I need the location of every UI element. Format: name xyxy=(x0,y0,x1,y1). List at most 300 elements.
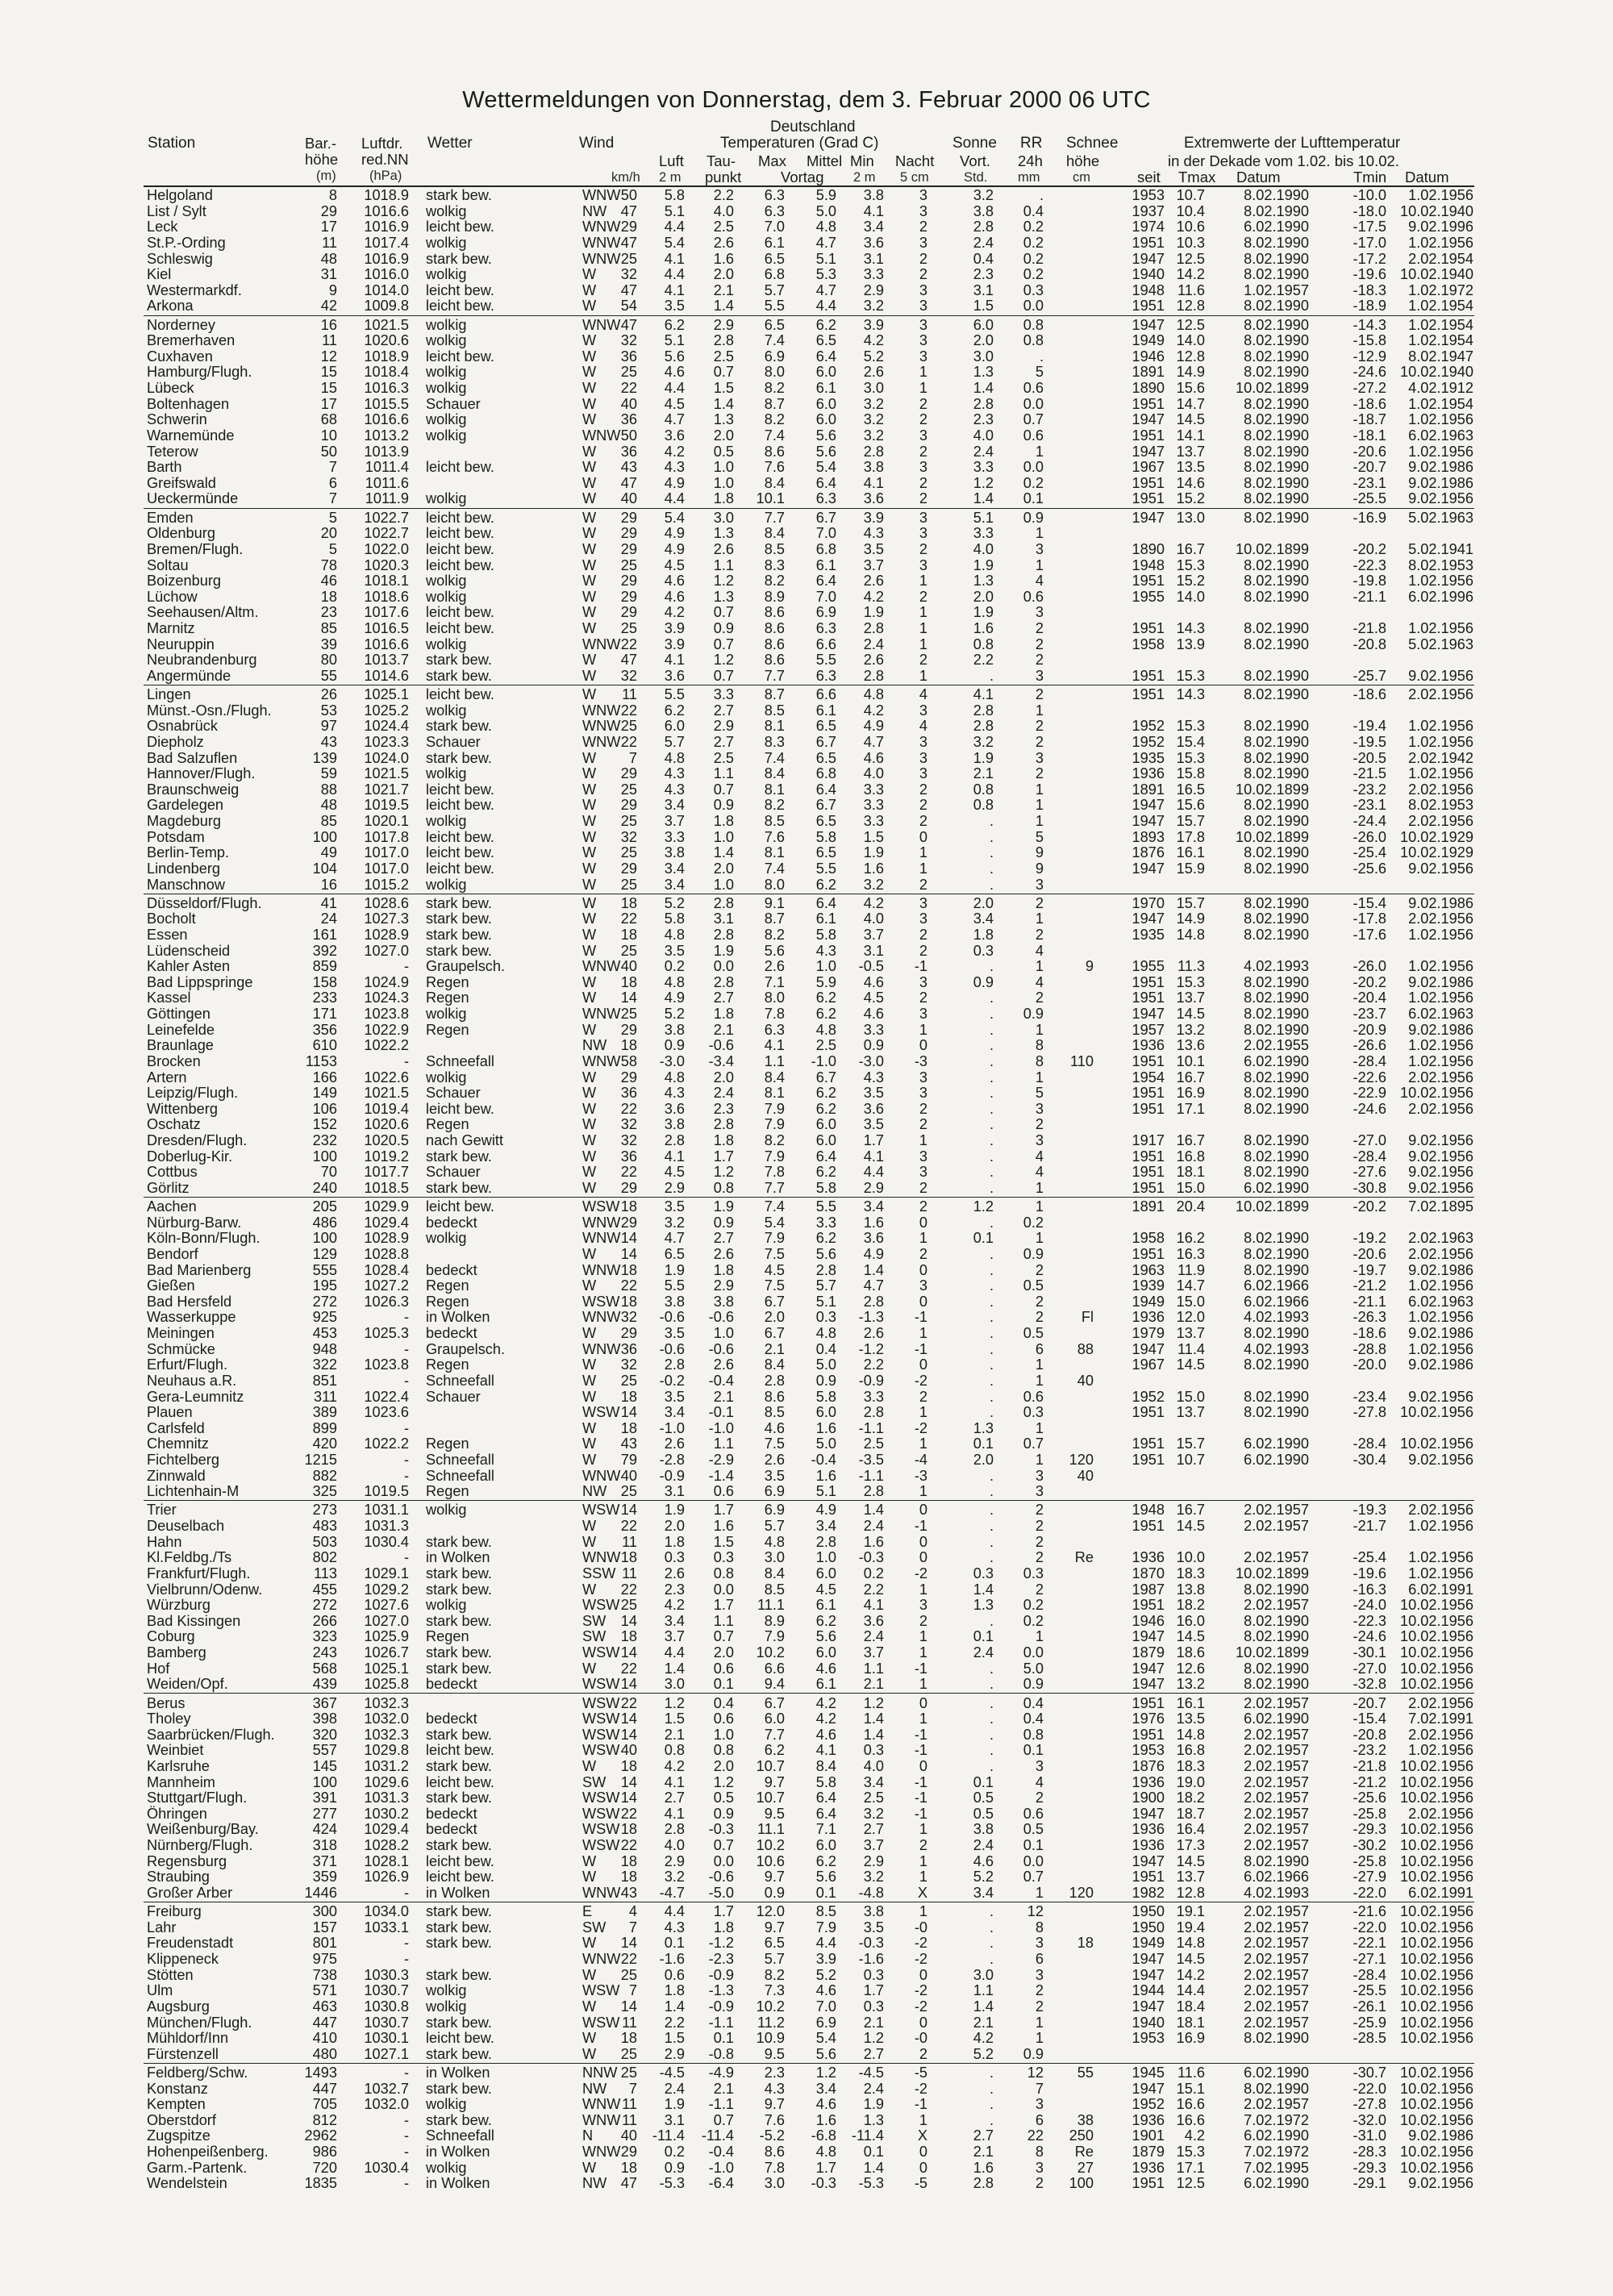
cell-tmin-extrem: -21.6 xyxy=(1353,1903,1386,1920)
table-row xyxy=(0,1023,1613,1039)
cell-taupunkt: 0.4 xyxy=(713,1694,734,1711)
cell-hoehe: 166 xyxy=(312,1069,337,1085)
cell-wetter: Schneefall xyxy=(426,1052,494,1069)
cell-rr: 0.6 xyxy=(1023,588,1044,605)
cell-tmittel: 5.4 xyxy=(815,2030,836,2047)
cell-tmin: 3.8 xyxy=(863,1903,884,1920)
cell-tmin: 3.5 xyxy=(863,1085,884,1102)
cell-tmittel: 7.0 xyxy=(815,1998,836,2015)
cell-datum-min: 1.02.1954 xyxy=(1408,316,1473,333)
cell-sonne: 1.3 xyxy=(973,1419,994,1436)
cell-tnacht: -1 xyxy=(914,958,927,975)
cell-wind-dir: W xyxy=(582,942,597,959)
cell-datum-min: 9.02.1956 xyxy=(1408,860,1473,877)
cell-temp-luft: 2.3 xyxy=(664,1581,685,1598)
cell-wind-speed: 22 xyxy=(620,1837,637,1854)
cell-seit: 1936 xyxy=(1132,1773,1165,1790)
cell-sonne: . xyxy=(989,844,994,861)
cell-temp-luft: 4.5 xyxy=(664,395,685,412)
cell-tmax-extrem: 17.8 xyxy=(1176,828,1205,845)
cell-wind-dir: W xyxy=(582,266,597,283)
cell-wind-speed: 43 xyxy=(620,459,637,476)
cell-wind-dir: E xyxy=(582,1903,593,1920)
cell-tmin-extrem: -27.6 xyxy=(1353,1164,1386,1181)
table-row xyxy=(0,814,1613,830)
cell-tmax-extrem: 16.9 xyxy=(1176,1085,1205,1102)
cell-hoehe: 367 xyxy=(312,1694,337,1711)
cell-taupunkt: 2.6 xyxy=(713,1356,734,1373)
cell-seit: 1982 xyxy=(1132,1884,1165,1901)
table-row xyxy=(0,652,1613,669)
cell-luftdruck: 1014.0 xyxy=(364,281,409,298)
cell-tmax-vortag: 7.7 xyxy=(764,667,785,684)
cell-tmax-extrem: 15.1 xyxy=(1176,2080,1205,2097)
cell-hoehe: 43 xyxy=(320,733,337,750)
cell-tmittel: 6.2 xyxy=(815,1164,836,1181)
cell-taupunkt: 1.2 xyxy=(713,652,734,669)
cell-tnacht: 3 xyxy=(919,556,927,573)
cell-tmax-vortag: 8.5 xyxy=(764,702,785,719)
cell-wind-dir: W xyxy=(582,667,597,684)
cell-wind-dir: WNW xyxy=(582,1549,621,1566)
cell-sonne: . xyxy=(989,1372,994,1389)
cell-luftdruck: 1031.1 xyxy=(364,1502,409,1519)
cell-tmittel: 6.9 xyxy=(815,2014,836,2031)
cell-taupunkt: 2.5 xyxy=(713,749,734,766)
cell-sonne: 0.1 xyxy=(973,1230,994,1247)
cell-wetter: Schneefall xyxy=(426,1467,494,1484)
table-row xyxy=(0,845,1613,861)
cell-temp-luft: 4.6 xyxy=(664,364,685,381)
table-row xyxy=(0,1231,1613,1247)
cell-seit: 1936 xyxy=(1132,1821,1165,1838)
cell-hoehe: 29 xyxy=(320,202,337,219)
cell-luftdruck: 1020.6 xyxy=(364,332,409,349)
cell-seit: 1955 xyxy=(1132,958,1165,975)
cell-seit: 1947 xyxy=(1132,1628,1165,1645)
cell-datum-min: 10.02.1929 xyxy=(1399,828,1473,845)
cell-station: Erfurt/Flugh. xyxy=(147,1356,228,1373)
cell-datum-max: 2.02.1957 xyxy=(1244,1549,1309,1566)
cell-datum-max: 8.02.1990 xyxy=(1244,2080,1309,2097)
cell-luftdruck: 1031.3 xyxy=(364,1790,409,1806)
cell-tmax-vortag: 0.9 xyxy=(764,1884,785,1901)
cell-sonne: . xyxy=(989,1261,994,1278)
cell-tmin: 3.1 xyxy=(863,942,884,959)
cell-hoehe: 486 xyxy=(312,1214,337,1231)
cell-tmax-extrem: 16.8 xyxy=(1176,1148,1205,1165)
cell-tmax-vortag: 6.6 xyxy=(764,1660,785,1677)
cell-station: Barth xyxy=(147,459,182,476)
cell-sonne: 2.8 xyxy=(973,219,994,235)
cell-taupunkt: 1.5 xyxy=(713,380,734,396)
cell-temp-luft: 4.1 xyxy=(664,281,685,298)
cell-rr: 0.0 xyxy=(1023,1852,1044,1869)
cell-hoehe: 42 xyxy=(320,298,337,315)
cell-station: Wittenberg xyxy=(147,1100,218,1117)
cell-tmin-extrem: -24.0 xyxy=(1353,1597,1386,1614)
cell-datum-min: 8.02.1947 xyxy=(1408,348,1473,365)
cell-luftdruck: 1009.8 xyxy=(364,298,409,315)
cell-seit: 1946 xyxy=(1132,348,1165,365)
cell-sonne: . xyxy=(989,860,994,877)
cell-tmin: 3.3 xyxy=(863,1021,884,1038)
cell-luftdruck: 1022.6 xyxy=(364,1069,409,1085)
cell-datum-min: 10.02.1956 xyxy=(1399,2030,1473,2047)
table-row xyxy=(0,491,1613,507)
cell-taupunkt: 0.7 xyxy=(713,2111,734,2128)
cell-seit: 1948 xyxy=(1132,281,1165,298)
cell-station: Schleswig xyxy=(147,250,213,267)
cell-seit: 1951 xyxy=(1132,973,1165,990)
cell-temp-luft: 3.0 xyxy=(664,1676,685,1693)
table-row xyxy=(0,766,1613,782)
cell-datum-min: 10.02.1940 xyxy=(1399,266,1473,283)
cell-tmittel: 4.6 xyxy=(815,1660,836,1677)
cell-station: Hof xyxy=(147,1660,170,1677)
cell-tmax-vortag: 6.5 xyxy=(764,1935,785,1952)
cell-datum-min: 1.02.1956 xyxy=(1408,1037,1473,1054)
cell-tmittel: 7.0 xyxy=(815,588,836,605)
cell-temp-luft: 1.4 xyxy=(664,1998,685,2015)
cell-tmittel: 1.6 xyxy=(815,1419,836,1436)
cell-tmax-extrem: 16.5 xyxy=(1176,781,1205,798)
cell-hoehe: 555 xyxy=(312,1261,337,1278)
cell-temp-luft: 4.3 xyxy=(664,765,685,782)
cell-sonne: 2.4 xyxy=(973,1837,994,1854)
cell-temp-luft: 5.2 xyxy=(664,1006,685,1022)
cell-luftdruck: 1016.6 xyxy=(364,411,409,428)
cell-datum-max: 8.02.1990 xyxy=(1244,1245,1309,1262)
cell-datum-max: 6.02.1990 xyxy=(1244,1052,1309,1069)
cell-hoehe: 195 xyxy=(312,1277,337,1294)
cell-wind-speed: 11 xyxy=(622,2014,637,2031)
cell-wind-dir: WNW xyxy=(582,316,621,333)
cell-schnee: 9 xyxy=(1085,958,1094,975)
cell-tmax-vortag: 7.4 xyxy=(764,427,785,444)
cell-temp-luft: 4.2 xyxy=(664,1597,685,1614)
cell-temp-luft: 3.5 xyxy=(664,942,685,959)
cell-seit: 1949 xyxy=(1132,332,1165,349)
cell-rr: 0.4 xyxy=(1023,1694,1044,1711)
cell-temp-luft: 3.1 xyxy=(664,1483,685,1500)
cell-sonne: 3.0 xyxy=(973,1966,994,1983)
table-row xyxy=(0,975,1613,991)
cell-temp-luft: 3.6 xyxy=(664,1100,685,1117)
cell-temp-luft: 6.2 xyxy=(664,316,685,333)
cell-wetter: stark bew. xyxy=(426,187,492,203)
cell-station: Brocken xyxy=(147,1052,201,1069)
cell-tnacht: -3 xyxy=(914,1467,927,1484)
cell-wind-dir: W xyxy=(582,828,597,845)
cell-datum-max: 8.02.1990 xyxy=(1244,459,1309,476)
cell-station: Carlsfeld xyxy=(147,1419,205,1436)
cell-tnacht: 0 xyxy=(919,1966,927,1983)
cell-hoehe: 812 xyxy=(312,2111,337,2128)
cell-luftdruck: 1027.0 xyxy=(364,942,409,959)
cell-luftdruck: 1020.6 xyxy=(364,1116,409,1133)
cell-temp-luft: 4.1 xyxy=(664,652,685,669)
cell-datum-min: 1.02.1956 xyxy=(1408,958,1473,975)
cell-taupunkt: -0.6 xyxy=(708,1869,734,1886)
cell-schnee: 18 xyxy=(1077,1935,1094,1952)
cell-wind-dir: N xyxy=(582,2127,594,2144)
cell-rr: 2 xyxy=(1035,990,1044,1006)
cell-hoehe: 447 xyxy=(312,2080,337,2097)
table-row xyxy=(0,1838,1613,1854)
cell-hoehe: 11 xyxy=(322,332,337,349)
cell-rr: 2 xyxy=(1035,1261,1044,1278)
cell-datum-min: 10.02.1956 xyxy=(1399,1935,1473,1952)
cell-hoehe: 272 xyxy=(312,1597,337,1614)
cell-wetter: bedeckt xyxy=(426,1325,477,1341)
cell-seit: 1870 xyxy=(1132,1565,1165,1581)
cell-rr: 0.7 xyxy=(1023,1869,1044,1886)
cell-temp-luft: 1.5 xyxy=(664,2030,685,2047)
cell-datum-max: 8.02.1990 xyxy=(1244,973,1309,990)
cell-tmax-extrem: 16.9 xyxy=(1176,2030,1205,2047)
cell-taupunkt: 0.7 xyxy=(713,604,734,621)
cell-wind-dir: WSW xyxy=(582,1742,620,1759)
cell-wind-speed: 29 xyxy=(620,525,637,542)
cell-wetter: leicht bew. xyxy=(426,797,494,814)
cell-tmax-extrem: 18.6 xyxy=(1176,1644,1205,1661)
cell-tmittel: -1.0 xyxy=(811,1052,836,1069)
cell-temp-luft: 2.7 xyxy=(664,1790,685,1806)
cell-luftdruck: 1023.3 xyxy=(364,733,409,750)
cell-wind-speed: 18 xyxy=(620,1419,637,1436)
cell-datum-min: 6.02.1991 xyxy=(1408,1581,1473,1598)
cell-tmax-extrem: 15.3 xyxy=(1176,667,1205,684)
cell-taupunkt: -0.9 xyxy=(708,1998,734,2015)
cell-taupunkt: 1.8 xyxy=(713,1261,734,1278)
cell-wind-dir: W xyxy=(582,765,597,782)
cell-tmax-vortag: 4.6 xyxy=(764,1419,785,1436)
cell-datum-max: 6.02.1990 xyxy=(1244,1436,1309,1452)
cell-station: Weißenburg/Bay. xyxy=(147,1821,259,1838)
cell-rr: 0.1 xyxy=(1023,1837,1044,1854)
cell-hoehe: 17 xyxy=(320,219,337,235)
cell-wind-speed: 32 xyxy=(620,1356,637,1373)
cell-sonne: 4.1 xyxy=(973,686,994,702)
cell-station: Schwerin xyxy=(147,411,207,428)
cell-datum-max: 8.02.1990 xyxy=(1244,718,1309,735)
cell-station: München/Flugh. xyxy=(147,2014,252,2031)
cell-tmax-vortag: 8.4 xyxy=(764,525,785,542)
cell-rr: 2 xyxy=(1035,1309,1044,1326)
cell-wind-speed: 29 xyxy=(620,1214,637,1231)
cell-temp-luft: 0.2 xyxy=(664,2144,685,2160)
cell-seit: 1951 xyxy=(1132,395,1165,412)
cell-hoehe: 157 xyxy=(312,1919,337,1936)
cell-taupunkt: 0.7 xyxy=(713,667,734,684)
cell-wind-speed: 32 xyxy=(620,1309,637,1326)
cell-wind-speed: 14 xyxy=(620,1230,637,1247)
cell-wind-speed: 18 xyxy=(620,1821,637,1838)
cell-tmax-extrem: 15.3 xyxy=(1176,556,1205,573)
cell-wind-speed: 11 xyxy=(622,686,637,702)
cell-tmin-extrem: -24.6 xyxy=(1353,1628,1386,1645)
cell-schnee: Re xyxy=(1074,2144,1094,2160)
cell-sonne: . xyxy=(989,1293,994,1310)
cell-tmax-extrem: 12.5 xyxy=(1176,2175,1205,2192)
cell-luftdruck: 1019.5 xyxy=(364,797,409,814)
cell-tmin-extrem: -25.5 xyxy=(1353,1982,1386,1999)
table-row xyxy=(0,1181,1613,1197)
cell-tmin: 3.5 xyxy=(863,1919,884,1936)
cell-rr: 0.6 xyxy=(1023,1388,1044,1405)
cell-station: Greifswald xyxy=(147,474,216,491)
cell-taupunkt: 1.0 xyxy=(713,876,734,893)
cell-wind-speed: 7 xyxy=(628,2080,637,2097)
cell-wind-speed: 18 xyxy=(620,1852,637,1869)
cell-hoehe: 738 xyxy=(312,1966,337,1983)
cell-tmax-extrem: 10.3 xyxy=(1176,234,1205,251)
table-row xyxy=(0,397,1613,413)
cell-taupunkt: 2.1 xyxy=(713,1388,734,1405)
cell-tmin: 4.9 xyxy=(863,718,884,735)
cell-tmax-extrem: 15.3 xyxy=(1176,749,1205,766)
cell-tmin-extrem: -27.9 xyxy=(1353,1869,1386,1886)
cell-hoehe: 424 xyxy=(312,1821,337,1838)
cell-tnacht: 0 xyxy=(919,1037,927,1054)
cell-luftdruck: 1028.4 xyxy=(364,1261,409,1278)
cell-seit: 1951 xyxy=(1132,1694,1165,1711)
cell-sonne: 2.8 xyxy=(973,718,994,735)
cell-datum-min: 6.02.1963 xyxy=(1408,427,1473,444)
cell-taupunkt: -0.8 xyxy=(708,2045,734,2062)
cell-tmittel: 5.8 xyxy=(815,828,836,845)
cell-sonne: 2.4 xyxy=(973,1644,994,1661)
cell-temp-luft: 4.1 xyxy=(664,1148,685,1165)
cell-sonne: 1.4 xyxy=(973,490,994,507)
cell-taupunkt: -5.0 xyxy=(708,1884,734,1901)
cell-temp-luft: 2.9 xyxy=(664,2045,685,2062)
cell-seit: 1947 xyxy=(1132,797,1165,814)
cell-datum-min: 2.02.1956 xyxy=(1408,813,1473,829)
cell-wind-speed: 18 xyxy=(620,1628,637,1645)
table-row xyxy=(0,861,1613,877)
cell-rr: 0.2 xyxy=(1023,1612,1044,1629)
cell-wind-speed: 22 xyxy=(620,1277,637,1294)
cell-sonne: . xyxy=(989,1132,994,1148)
cell-wind-dir: NW xyxy=(582,1483,607,1500)
cell-wind-dir: W xyxy=(582,281,597,298)
cell-wind-dir: W xyxy=(582,1132,597,1148)
cell-rr: 2 xyxy=(1035,2175,1044,2192)
cell-tmittel: 6.1 xyxy=(815,910,836,927)
cell-wind-dir: WSW xyxy=(582,1293,620,1310)
cell-hoehe: 318 xyxy=(312,1837,337,1854)
cell-hoehe: 7 xyxy=(328,490,337,507)
cell-tmax-extrem: 13.5 xyxy=(1176,1711,1205,1727)
cell-seit: 1951 xyxy=(1132,427,1165,444)
cell-tmin-extrem: -27.8 xyxy=(1353,1404,1386,1421)
cell-tmax-vortag: 8.2 xyxy=(764,380,785,396)
cell-tmin: 4.0 xyxy=(863,910,884,927)
cell-taupunkt: 1.0 xyxy=(713,474,734,491)
cell-temp-luft: 4.9 xyxy=(664,525,685,542)
cell-tmax-vortag: 7.7 xyxy=(764,1726,785,1743)
cell-sonne: 2.0 xyxy=(973,332,994,349)
cell-schnee: 100 xyxy=(1069,2175,1094,2192)
cell-sonne: 2.1 xyxy=(973,2014,994,2031)
cell-hoehe: 323 xyxy=(312,1628,337,1645)
cell-tmax-vortag: 5.7 xyxy=(764,1518,785,1535)
cell-tmax-extrem: 13.7 xyxy=(1176,443,1205,460)
cell-taupunkt: 2.0 xyxy=(713,1644,734,1661)
table-row xyxy=(0,1310,1613,1326)
table-row xyxy=(0,1484,1613,1500)
cell-rr: 2 xyxy=(1035,1533,1044,1550)
cell-datum-max: 2.02.1957 xyxy=(1244,1821,1309,1838)
cell-temp-luft: -4.7 xyxy=(659,1884,685,1901)
cell-tmax-vortag: 5.4 xyxy=(764,1214,785,1231)
cell-sonne: . xyxy=(989,1148,994,1165)
cell-taupunkt: 4.0 xyxy=(713,202,734,219)
cell-seit: 1952 xyxy=(1132,1388,1165,1405)
cell-wetter: Schneefall xyxy=(426,2127,494,2144)
cell-hoehe: 398 xyxy=(312,1711,337,1727)
cell-tmax-vortag: 8.3 xyxy=(764,556,785,573)
cell-tmin-extrem: -20.8 xyxy=(1353,1726,1386,1743)
cell-tnacht: 2 xyxy=(919,1100,927,1117)
cell-tmittel: 4.6 xyxy=(815,2096,836,2113)
table-row xyxy=(0,235,1613,252)
header-luft2m-2: 2 m xyxy=(659,170,681,185)
cell-tmin-extrem: -19.3 xyxy=(1353,1502,1386,1519)
cell-luftdruck: 1015.5 xyxy=(364,395,409,412)
cell-tnacht: 2 xyxy=(919,813,927,829)
cell-hoehe: 320 xyxy=(312,1726,337,1743)
cell-tmittel: 8.4 xyxy=(815,1758,836,1774)
cell-hoehe: 480 xyxy=(312,2045,337,2062)
cell-tmax-vortag: 7.0 xyxy=(764,219,785,235)
cell-sonne: 4.2 xyxy=(973,2030,994,2047)
cell-datum-max: 2.02.1957 xyxy=(1244,1982,1309,1999)
cell-station: Doberlug-Kir. xyxy=(147,1148,233,1165)
table-row xyxy=(0,1373,1613,1390)
cell-tmin: 2.1 xyxy=(863,2014,884,2031)
cell-tmin-extrem: -20.5 xyxy=(1353,749,1386,766)
cell-wetter: wolkig xyxy=(426,411,467,428)
cell-wetter: nach Gewitt xyxy=(426,1132,504,1148)
cell-tmax-vortag: 9.7 xyxy=(764,2096,785,2113)
cell-wind-speed: 47 xyxy=(620,281,637,298)
cell-tmin: 4.1 xyxy=(863,474,884,491)
cell-hoehe: 311 xyxy=(314,1388,337,1405)
cell-hoehe: 97 xyxy=(320,718,337,735)
cell-sonne: . xyxy=(989,1726,994,1743)
cell-wind-speed: 25 xyxy=(620,718,637,735)
cell-tmin: 1.2 xyxy=(863,1694,884,1711)
cell-sonne: 0.8 xyxy=(973,635,994,652)
cell-tmin-extrem: -31.0 xyxy=(1353,2127,1386,2144)
cell-rr: 4 xyxy=(1035,573,1044,590)
cell-tmittel: 5.6 xyxy=(815,427,836,444)
cell-tnacht: 2 xyxy=(919,1388,927,1405)
cell-tmittel: 6.5 xyxy=(815,332,836,349)
cell-datum-max: 8.02.1990 xyxy=(1244,556,1309,573)
cell-hoehe: 557 xyxy=(312,1742,337,1759)
cell-seit: 1951 xyxy=(1132,298,1165,315)
cell-hoehe: 463 xyxy=(312,1998,337,2015)
cell-tmin: 2.2 xyxy=(863,1356,884,1373)
cell-wind-dir: WNW xyxy=(582,1951,621,1967)
cell-tmin: 3.3 xyxy=(863,813,884,829)
cell-wetter: leicht bew. xyxy=(426,1773,494,1790)
cell-tmin-extrem: -16.3 xyxy=(1353,1581,1386,1598)
